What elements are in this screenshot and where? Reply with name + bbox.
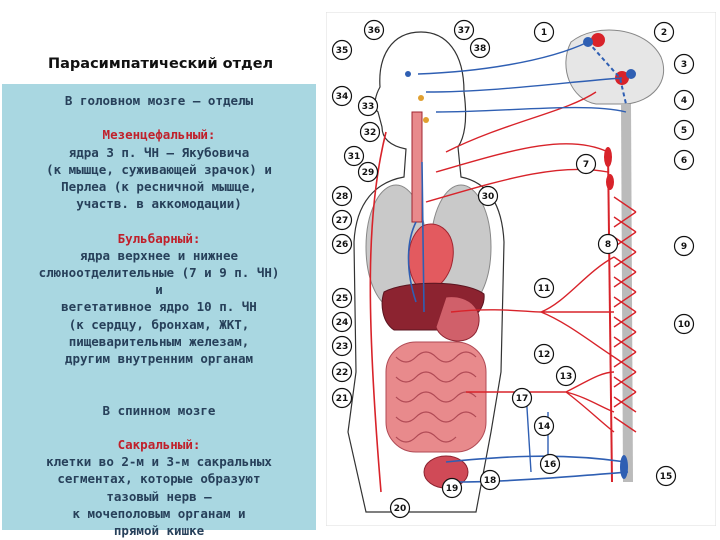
figure-label-text: 30 bbox=[481, 192, 495, 203]
anatomy-svg bbox=[326, 12, 716, 526]
figure-label-32 bbox=[361, 123, 380, 142]
figure-label-text: 17 bbox=[515, 394, 529, 405]
figure-label-33 bbox=[359, 97, 378, 116]
panel-line: (к мышце, суживающей зрачок) и bbox=[46, 161, 272, 177]
figure-label-text: 33 bbox=[361, 102, 375, 113]
panel-line bbox=[6, 109, 312, 126]
figure-label-text: 24 bbox=[335, 318, 349, 329]
otic-ganglion bbox=[423, 117, 429, 123]
figure-label-18 bbox=[481, 471, 500, 490]
panel-line bbox=[6, 367, 312, 384]
figure-label-text: 35 bbox=[335, 46, 349, 57]
panel-line: пищеварительным железам, bbox=[68, 333, 250, 349]
figure-label-28 bbox=[333, 187, 352, 206]
figure-label-8 bbox=[599, 235, 618, 254]
figure-label-text: 12 bbox=[537, 350, 551, 361]
figure-label-text: 16 bbox=[543, 460, 557, 471]
figure-label-17 bbox=[513, 389, 532, 408]
pterygopalatine-ganglion bbox=[418, 95, 424, 101]
figure-label-1 bbox=[535, 23, 554, 42]
figure-label-text: 32 bbox=[363, 128, 377, 139]
info-panel bbox=[2, 84, 316, 538]
figure-label-2 bbox=[655, 23, 674, 42]
figure-label-38 bbox=[471, 39, 490, 58]
figure-label-text: 13 bbox=[559, 372, 573, 383]
sacral-ganglion bbox=[620, 455, 628, 479]
figure-label-15 bbox=[657, 467, 676, 486]
panel-line: слюноотделительные (7 и 9 п. ЧН) bbox=[38, 265, 280, 280]
figure-label-21 bbox=[333, 389, 352, 408]
ciliary-ganglion bbox=[405, 71, 411, 77]
figure-label-text: 11 bbox=[537, 284, 551, 295]
figure-label-31 bbox=[345, 147, 364, 166]
figure-label-7 bbox=[577, 155, 596, 174]
figure-label-35 bbox=[333, 41, 352, 60]
figure-label-text: 36 bbox=[367, 26, 381, 37]
panel-line: к мочеполовым органам и bbox=[72, 505, 246, 521]
figure-label-text: 3 bbox=[680, 60, 688, 71]
figure-label-34 bbox=[333, 87, 352, 106]
figure-label-27 bbox=[333, 211, 352, 230]
figure-label-text: 26 bbox=[335, 240, 349, 251]
figure-label-text: 5 bbox=[680, 126, 688, 137]
figure-label-text: 10 bbox=[677, 320, 691, 331]
figure-label-text: 8 bbox=[604, 240, 612, 251]
panel-line: участв. в аккомодации) bbox=[76, 196, 242, 212]
panel-line bbox=[6, 212, 312, 229]
figure-label-text: 21 bbox=[335, 394, 349, 405]
figure-label-11 bbox=[535, 279, 554, 298]
figure-label-text: 7 bbox=[582, 160, 590, 171]
figure-label-6 bbox=[675, 151, 694, 170]
figure-label-text: 28 bbox=[335, 192, 349, 203]
figure-label-text: 19 bbox=[445, 484, 459, 495]
figure-label-19 bbox=[443, 479, 462, 498]
figure-label-20 bbox=[391, 499, 410, 518]
figure-label-22 bbox=[333, 363, 352, 382]
figure-label-9 bbox=[675, 237, 694, 256]
panel-line: клетки во 2-м и 3-м сакральных bbox=[46, 454, 272, 470]
panel-heading: Сакральный: bbox=[117, 436, 201, 452]
figure-label-30 bbox=[479, 187, 498, 206]
page-title: Парасимпатический отдел bbox=[48, 56, 274, 72]
panel-heading: Бульбарный: bbox=[117, 230, 201, 246]
panel-line: сегментах, которые образуют bbox=[57, 471, 261, 487]
figure-label-5 bbox=[675, 121, 694, 140]
figure-label-text: 15 bbox=[659, 472, 673, 483]
ganglion-7b bbox=[606, 174, 614, 190]
panel-line: вегетативное ядро 10 п. ЧН bbox=[61, 299, 257, 315]
panel-line: (к сердцу, бронхам, ЖКТ, bbox=[68, 316, 250, 332]
figure-label-text: 4 bbox=[680, 96, 688, 107]
panel-line: В головном мозге – отделы bbox=[64, 93, 254, 108]
figure-label-12 bbox=[535, 345, 554, 364]
figure-label-14 bbox=[535, 417, 554, 436]
figure-label-10 bbox=[675, 315, 694, 334]
brain-nucleus-red-1 bbox=[591, 33, 605, 47]
figure-label-text: 18 bbox=[483, 476, 497, 487]
figure-label-text: 27 bbox=[335, 216, 349, 227]
panel-line bbox=[6, 384, 312, 401]
figure-label-text: 37 bbox=[457, 26, 471, 37]
panel-line: Перлеа (к ресничной мышце, bbox=[61, 179, 257, 194]
figure-label-37 bbox=[455, 21, 474, 40]
figure-label-text: 22 bbox=[335, 368, 349, 379]
figure-label-text: 9 bbox=[680, 242, 688, 253]
figure-label-text: 38 bbox=[473, 44, 487, 55]
panel-line: ядра верхнее и нижнее bbox=[79, 247, 239, 263]
panel-line: ядра 3 п. ЧН – Якубовича bbox=[68, 144, 250, 160]
figure-label-text: 31 bbox=[347, 152, 361, 163]
figure-label-24 bbox=[333, 313, 352, 332]
panel-line: другим внутренним органам bbox=[64, 351, 254, 367]
anatomy-figure bbox=[326, 12, 716, 526]
figure-label-13 bbox=[557, 367, 576, 386]
brain-nucleus-blue-2 bbox=[626, 69, 636, 79]
esophagus bbox=[412, 112, 422, 222]
figure-label-16 bbox=[541, 455, 560, 474]
figure-label-23 bbox=[333, 337, 352, 356]
figure-label-29 bbox=[359, 163, 378, 182]
figure-label-3 bbox=[675, 55, 694, 74]
figure-label-text: 6 bbox=[680, 156, 688, 167]
panel-line bbox=[6, 419, 312, 436]
figure-label-text: 1 bbox=[540, 28, 548, 39]
figure-label-4 bbox=[675, 91, 694, 110]
figure-label-text: 29 bbox=[361, 168, 375, 179]
figure-label-text: 25 bbox=[335, 294, 349, 305]
panel-line: и bbox=[155, 282, 163, 298]
figure-label-text: 20 bbox=[393, 504, 407, 515]
panel-heading: Мезенцефальный: bbox=[102, 127, 216, 143]
panel-line: В спинном мозге bbox=[102, 402, 216, 418]
panel-line: тазовый нерв – bbox=[106, 488, 212, 504]
figure-label-36 bbox=[365, 21, 384, 40]
figure-label-text: 14 bbox=[537, 422, 551, 433]
figure-label-26 bbox=[333, 235, 352, 254]
panel-line: прямой кишке bbox=[113, 523, 205, 538]
figure-label-text: 2 bbox=[660, 28, 668, 39]
figure-label-text: 23 bbox=[335, 342, 349, 353]
figure-label-25 bbox=[333, 289, 352, 308]
figure-label-text: 34 bbox=[335, 92, 349, 103]
